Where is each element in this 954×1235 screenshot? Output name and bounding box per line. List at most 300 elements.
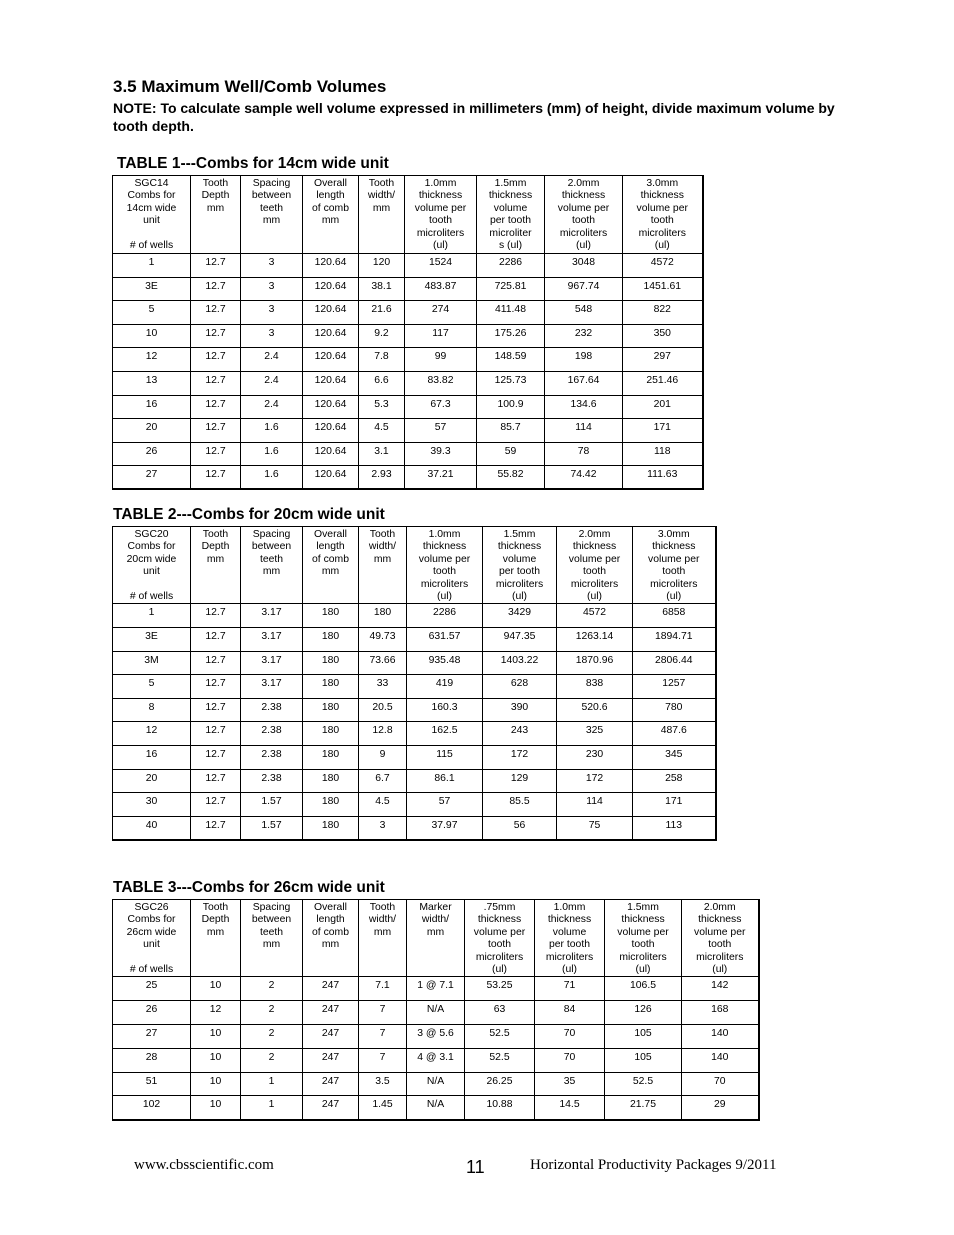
- table-cell: 67.3: [405, 395, 477, 419]
- table-cell: 180: [303, 816, 359, 840]
- table-cell: 12.7: [191, 324, 241, 348]
- table-cell: 967.74: [545, 277, 623, 301]
- table2-col-header: Overall length of comb mm: [303, 527, 359, 604]
- table-cell: 105: [605, 1025, 682, 1049]
- table-cell: 5.3: [359, 395, 405, 419]
- table-cell: 37.21: [405, 466, 477, 490]
- table1-col-header: 1.5mm thickness volume per tooth microliter s (ul): [477, 176, 545, 254]
- table-cell: 3: [241, 324, 303, 348]
- table-cell: 1.57: [241, 816, 303, 840]
- table-cell: 201: [623, 395, 703, 419]
- table-cell: 100.9: [477, 395, 545, 419]
- table1-col-header: 1.0mm thickness volume per tooth microliters (ul): [405, 176, 477, 254]
- table-cell: 1524: [405, 254, 477, 278]
- table-cell: 297: [623, 348, 703, 372]
- table2-col-header: 1.5mm thickness volume per tooth microliters (ul): [483, 527, 557, 604]
- table-cell: 1: [241, 1072, 303, 1096]
- table1-col-header: Overall length of comb mm: [303, 176, 359, 254]
- table3-col-header: .75mm thickness volume per tooth microliters (ul): [465, 900, 535, 977]
- table-cell: 12.7: [191, 793, 241, 817]
- table-cell: 325: [557, 722, 633, 746]
- table-cell: 49.73: [359, 628, 407, 652]
- table-row: [113, 793, 716, 817]
- table-cell: 3E: [113, 628, 191, 652]
- table-cell: 120.64: [303, 301, 359, 325]
- table-cell: 140: [682, 1048, 759, 1072]
- table-cell: 57: [407, 793, 483, 817]
- table-cell: 85.5: [483, 793, 557, 817]
- table-cell: 52.5: [605, 1072, 682, 1096]
- table-cell: 2286: [477, 254, 545, 278]
- table-cell: 12.7: [191, 628, 241, 652]
- table-cell: 120.64: [303, 395, 359, 419]
- table3-col-header: 1.5mm thickness volume per tooth microliters (ul): [605, 900, 682, 977]
- table3-col-header: Tooth width/ mm: [359, 900, 407, 977]
- table-cell: 27: [113, 466, 191, 490]
- table-cell: 106.5: [605, 977, 682, 1001]
- table-cell: 12.7: [191, 371, 241, 395]
- table-cell: 33: [359, 675, 407, 699]
- table2-caption: TABLE 2---Combs for 20cm wide unit: [113, 506, 385, 523]
- table-cell: 838: [557, 675, 633, 699]
- table-cell: 3.17: [241, 604, 303, 628]
- table1-col-header: Spacing between teeth mm: [241, 176, 303, 254]
- table-cell: 5: [113, 301, 191, 325]
- table-cell: 126: [605, 1001, 682, 1025]
- table-cell: 118: [623, 442, 703, 466]
- table-cell: N/A: [407, 1001, 465, 1025]
- table-cell: 7: [359, 1001, 407, 1025]
- table-cell: 21.75: [605, 1096, 682, 1120]
- table-cell: 631.57: [407, 628, 483, 652]
- table-cell: 1870.96: [557, 651, 633, 675]
- table-cell: 120.64: [303, 254, 359, 278]
- table-cell: 947.35: [483, 628, 557, 652]
- table-row: [113, 254, 703, 278]
- table2-combs-20cm: [112, 526, 717, 841]
- table-cell: 10: [191, 1096, 241, 1120]
- table-row: [113, 722, 716, 746]
- table-cell: 1.45: [359, 1096, 407, 1120]
- table-cell: 12.8: [359, 722, 407, 746]
- table-cell: 2.38: [241, 698, 303, 722]
- table-row: [113, 1072, 759, 1096]
- table-cell: 7.8: [359, 348, 405, 372]
- table-cell: 2.93: [359, 466, 405, 490]
- table-row: [113, 746, 716, 770]
- table-cell: 12.7: [191, 769, 241, 793]
- table-cell: 4572: [623, 254, 703, 278]
- table-cell: 120.64: [303, 419, 359, 443]
- table-cell: 1894.71: [633, 628, 716, 652]
- table-cell: N/A: [407, 1096, 465, 1120]
- table-cell: 1.6: [241, 442, 303, 466]
- table-row: [113, 395, 703, 419]
- table-cell: 3: [241, 301, 303, 325]
- table-cell: 10: [191, 1072, 241, 1096]
- table3-col-header: SGC26 Combs for 26cm wide unit # of wells: [113, 900, 191, 977]
- table-cell: 120: [359, 254, 405, 278]
- table-cell: 180: [303, 651, 359, 675]
- footer-doc-title: Horizontal Productivity Packages 9/2011: [530, 1157, 777, 1173]
- table-cell: 120.64: [303, 348, 359, 372]
- table-cell: 10.88: [465, 1096, 535, 1120]
- table-cell: 2: [241, 1001, 303, 1025]
- table-cell: 125.73: [477, 371, 545, 395]
- table-cell: 26: [113, 442, 191, 466]
- table-cell: 53.25: [465, 977, 535, 1001]
- table-cell: 12.7: [191, 675, 241, 699]
- table1-col-header: 2.0mm thickness volume per tooth microliters (ul): [545, 176, 623, 254]
- table-cell: 180: [303, 769, 359, 793]
- table-row: [113, 698, 716, 722]
- table-cell: 3.1: [359, 442, 405, 466]
- table-cell: 12.7: [191, 722, 241, 746]
- table-row: [113, 301, 703, 325]
- table-cell: 28: [113, 1048, 191, 1072]
- table-cell: 115: [407, 746, 483, 770]
- table-cell: 129: [483, 769, 557, 793]
- table-cell: 180: [359, 604, 407, 628]
- table-row: [113, 348, 703, 372]
- table-cell: 114: [557, 793, 633, 817]
- table-cell: 172: [557, 769, 633, 793]
- table-cell: 20: [113, 769, 191, 793]
- table-cell: 3.5: [359, 1072, 407, 1096]
- table-cell: 2.38: [241, 746, 303, 770]
- table-cell: 247: [303, 1025, 359, 1049]
- table-cell: 258: [633, 769, 716, 793]
- table-cell: 1: [113, 254, 191, 278]
- table-cell: 419: [407, 675, 483, 699]
- table-cell: 251.46: [623, 371, 703, 395]
- table-cell: 8: [113, 698, 191, 722]
- table-cell: 120.64: [303, 466, 359, 490]
- table-cell: 3: [241, 254, 303, 278]
- table-cell: 2.38: [241, 769, 303, 793]
- table-cell: 3: [359, 816, 407, 840]
- table-cell: 162.5: [407, 722, 483, 746]
- table-row: [113, 1001, 759, 1025]
- table-cell: 84: [535, 1001, 605, 1025]
- table-cell: 4.5: [359, 793, 407, 817]
- table-cell: 99: [405, 348, 477, 372]
- table2-header-row: [113, 527, 716, 604]
- table-cell: 29: [682, 1096, 759, 1120]
- table-cell: 198: [545, 348, 623, 372]
- table-cell: 3M: [113, 651, 191, 675]
- table-cell: 30: [113, 793, 191, 817]
- table-cell: 247: [303, 1048, 359, 1072]
- table-cell: 4 @ 3.1: [407, 1048, 465, 1072]
- table-cell: 12.7: [191, 419, 241, 443]
- table-cell: N/A: [407, 1072, 465, 1096]
- table-cell: 171: [623, 419, 703, 443]
- table-cell: 10: [191, 1025, 241, 1049]
- section-heading: 3.5 Maximum Well/Comb Volumes: [113, 77, 387, 96]
- table-cell: 12.7: [191, 604, 241, 628]
- table-cell: 20.5: [359, 698, 407, 722]
- table-cell: 10: [113, 324, 191, 348]
- table-cell: 13: [113, 371, 191, 395]
- table-cell: 40: [113, 816, 191, 840]
- table1-col-header: Tooth width/ mm: [359, 176, 405, 254]
- table-cell: 12.7: [191, 466, 241, 490]
- table2-col-header: SGC20 Combs for 20cm wide unit # of wells: [113, 527, 191, 604]
- table-row: [113, 1025, 759, 1049]
- table-cell: 6.7: [359, 769, 407, 793]
- table-cell: 63: [465, 1001, 535, 1025]
- table-cell: 12.7: [191, 816, 241, 840]
- table-cell: 21.6: [359, 301, 405, 325]
- table-cell: 628: [483, 675, 557, 699]
- table-cell: 548: [545, 301, 623, 325]
- table-cell: 5: [113, 675, 191, 699]
- table-cell: 114: [545, 419, 623, 443]
- table-cell: 86.1: [407, 769, 483, 793]
- table-cell: 10: [191, 977, 241, 1001]
- table-cell: 3.17: [241, 651, 303, 675]
- table-cell: 520.6: [557, 698, 633, 722]
- table-cell: 12.7: [191, 442, 241, 466]
- table-cell: 26.25: [465, 1072, 535, 1096]
- table-cell: 12: [113, 722, 191, 746]
- table-cell: 73.66: [359, 651, 407, 675]
- table-cell: 55.82: [477, 466, 545, 490]
- table-row: [113, 419, 703, 443]
- table-cell: 247: [303, 1096, 359, 1120]
- table-cell: 175.26: [477, 324, 545, 348]
- table-cell: 247: [303, 1072, 359, 1096]
- table-cell: 487.6: [633, 722, 716, 746]
- table2-col-header: 2.0mm thickness volume per tooth microliters (ul): [557, 527, 633, 604]
- table-cell: 180: [303, 604, 359, 628]
- table2-col-header: Tooth Depth mm: [191, 527, 241, 604]
- table-cell: 247: [303, 977, 359, 1001]
- table-cell: 39.3: [405, 442, 477, 466]
- table-cell: 12.7: [191, 277, 241, 301]
- table-cell: 180: [303, 628, 359, 652]
- table-cell: 3.17: [241, 628, 303, 652]
- table-cell: 75: [557, 816, 633, 840]
- table-cell: 85.7: [477, 419, 545, 443]
- table-cell: 12: [191, 1001, 241, 1025]
- table-cell: 70: [535, 1048, 605, 1072]
- table1-combs-14cm: [112, 175, 704, 490]
- table-cell: 12.7: [191, 698, 241, 722]
- table-cell: 2: [241, 1025, 303, 1049]
- table-cell: 9.2: [359, 324, 405, 348]
- table-cell: 1.6: [241, 419, 303, 443]
- table-cell: 20: [113, 419, 191, 443]
- table2-col-header: Spacing between teeth mm: [241, 527, 303, 604]
- table1-col-header: 3.0mm thickness volume per tooth microliters (ul): [623, 176, 703, 254]
- table-cell: 71: [535, 977, 605, 1001]
- table-cell: 113: [633, 816, 716, 840]
- table-cell: 59: [477, 442, 545, 466]
- table-cell: 35: [535, 1072, 605, 1096]
- table-row: [113, 651, 716, 675]
- table-cell: 1 @ 7.1: [407, 977, 465, 1001]
- table-cell: 3: [241, 277, 303, 301]
- table-cell: 12.7: [191, 746, 241, 770]
- table-cell: 180: [303, 675, 359, 699]
- table1-caption: TABLE 1---Combs for 14cm wide unit: [117, 155, 389, 172]
- table1-col-header: SGC14 Combs for 14cm wide unit # of wells: [113, 176, 191, 254]
- table3-caption: TABLE 3---Combs for 26cm wide unit: [113, 879, 385, 896]
- table-cell: 725.81: [477, 277, 545, 301]
- table-cell: 168: [682, 1001, 759, 1025]
- table-row: [113, 816, 716, 840]
- table-cell: 243: [483, 722, 557, 746]
- table-cell: 3E: [113, 277, 191, 301]
- table-cell: 180: [303, 722, 359, 746]
- table-cell: 27: [113, 1025, 191, 1049]
- table-cell: 57: [405, 419, 477, 443]
- table-cell: 2.4: [241, 348, 303, 372]
- table-cell: 171: [633, 793, 716, 817]
- table-cell: 70: [682, 1072, 759, 1096]
- table-cell: 6858: [633, 604, 716, 628]
- table-cell: 83.82: [405, 371, 477, 395]
- table-row: [113, 628, 716, 652]
- table-cell: 52.5: [465, 1025, 535, 1049]
- table-cell: 120.64: [303, 277, 359, 301]
- table-cell: 3429: [483, 604, 557, 628]
- table-cell: 38.1: [359, 277, 405, 301]
- table-cell: 120.64: [303, 324, 359, 348]
- table-cell: 12.7: [191, 395, 241, 419]
- table-cell: 780: [633, 698, 716, 722]
- table-cell: 74.42: [545, 466, 623, 490]
- table-cell: 102: [113, 1096, 191, 1120]
- footer-page-number: 11: [466, 1157, 485, 1177]
- table-cell: 16: [113, 746, 191, 770]
- table-cell: 2286: [407, 604, 483, 628]
- table-cell: 120.64: [303, 371, 359, 395]
- table-cell: 1403.22: [483, 651, 557, 675]
- table-row: [113, 604, 716, 628]
- table-cell: 37.97: [407, 816, 483, 840]
- table-cell: 12.7: [191, 651, 241, 675]
- table1-header-row: [113, 176, 703, 254]
- table-cell: 247: [303, 1001, 359, 1025]
- table-cell: 56: [483, 816, 557, 840]
- table-cell: 111.63: [623, 466, 703, 490]
- table-cell: 3048: [545, 254, 623, 278]
- table-cell: 822: [623, 301, 703, 325]
- table-cell: 1.6: [241, 466, 303, 490]
- volume-note: NOTE: To calculate sample well volume expressed in millimeters (mm) of height, divide maximum volume by tooth depth.: [113, 100, 835, 134]
- table-cell: 3.17: [241, 675, 303, 699]
- table-cell: 52.5: [465, 1048, 535, 1072]
- table-cell: 1: [113, 604, 191, 628]
- table-row: [113, 977, 759, 1001]
- table-cell: 117: [405, 324, 477, 348]
- table-cell: 7: [359, 1025, 407, 1049]
- table1-col-header: Tooth Depth mm: [191, 176, 241, 254]
- table-cell: 142: [682, 977, 759, 1001]
- table-row: [113, 675, 716, 699]
- table3-col-header: 2.0mm thickness volume per tooth microliters (ul): [682, 900, 759, 977]
- table-cell: 2.4: [241, 395, 303, 419]
- table-cell: 2: [241, 977, 303, 1001]
- table2-col-header: Tooth width/ mm: [359, 527, 407, 604]
- table3-col-header: Tooth Depth mm: [191, 900, 241, 977]
- table-row: [113, 442, 703, 466]
- table-cell: 6.6: [359, 371, 405, 395]
- table-cell: 134.6: [545, 395, 623, 419]
- table-cell: 12.7: [191, 301, 241, 325]
- table-cell: 1.57: [241, 793, 303, 817]
- table-cell: 4572: [557, 604, 633, 628]
- table2-col-header: 1.0mm thickness volume per tooth microliters (ul): [407, 527, 483, 604]
- table-cell: 345: [633, 746, 716, 770]
- table-cell: 180: [303, 746, 359, 770]
- table-cell: 70: [535, 1025, 605, 1049]
- table-cell: 160.3: [407, 698, 483, 722]
- table-row: [113, 277, 703, 301]
- table-cell: 3 @ 5.6: [407, 1025, 465, 1049]
- table-cell: 483.87: [405, 277, 477, 301]
- table-row: [113, 1096, 759, 1120]
- table3-combs-26cm: [112, 899, 760, 1121]
- table-cell: 2806.44: [633, 651, 716, 675]
- table3-col-header: Overall length of comb mm: [303, 900, 359, 977]
- table-cell: 12.7: [191, 348, 241, 372]
- table-cell: 232: [545, 324, 623, 348]
- table-row: [113, 371, 703, 395]
- table3-col-header: Marker width/ mm: [407, 900, 465, 977]
- table-cell: 390: [483, 698, 557, 722]
- table-cell: 180: [303, 698, 359, 722]
- table3-col-header: 1.0mm thickness volume per tooth microliters (ul): [535, 900, 605, 977]
- table-cell: 1263.14: [557, 628, 633, 652]
- table-cell: 1257: [633, 675, 716, 699]
- table-cell: 180: [303, 793, 359, 817]
- table-cell: 2: [241, 1048, 303, 1072]
- table-cell: 78: [545, 442, 623, 466]
- table-cell: 148.59: [477, 348, 545, 372]
- table2-col-header: 3.0mm thickness volume per tooth microliters (ul): [633, 527, 716, 604]
- table-cell: 105: [605, 1048, 682, 1072]
- table-row: [113, 769, 716, 793]
- table-cell: 26: [113, 1001, 191, 1025]
- table3-col-header: Spacing between teeth mm: [241, 900, 303, 977]
- table3-header-row: [113, 900, 759, 977]
- table-cell: 935.48: [407, 651, 483, 675]
- footer-website: www.cbsscientific.com: [134, 1157, 274, 1173]
- table-cell: 230: [557, 746, 633, 770]
- table-cell: 2.38: [241, 722, 303, 746]
- table-cell: 14.5: [535, 1096, 605, 1120]
- table-cell: 350: [623, 324, 703, 348]
- table-cell: 7: [359, 1048, 407, 1072]
- table-row: [113, 1048, 759, 1072]
- table-cell: 411.48: [477, 301, 545, 325]
- table-cell: 9: [359, 746, 407, 770]
- table-cell: 120.64: [303, 442, 359, 466]
- table-cell: 4.5: [359, 419, 405, 443]
- table-cell: 25: [113, 977, 191, 1001]
- table-row: [113, 466, 703, 490]
- table-cell: 12: [113, 348, 191, 372]
- table-cell: 1: [241, 1096, 303, 1120]
- table-cell: 2.4: [241, 371, 303, 395]
- table-row: [113, 324, 703, 348]
- table-cell: 274: [405, 301, 477, 325]
- table-cell: 16: [113, 395, 191, 419]
